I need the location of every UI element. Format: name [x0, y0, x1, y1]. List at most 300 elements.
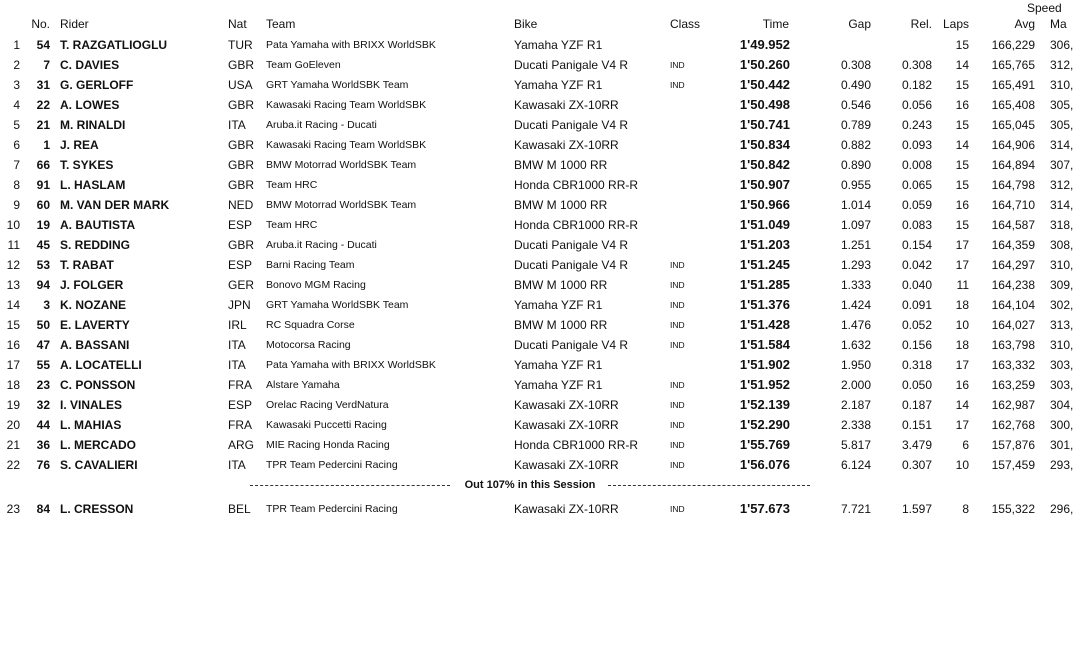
cell-class: IND: [670, 504, 685, 514]
cell-pos: 16: [6, 338, 20, 352]
cell-rel: 0.042: [901, 258, 932, 272]
cell-gap: 1.293: [840, 258, 871, 272]
table-row: [0, 155, 1080, 175]
cell-rider: L. MAHIAS: [60, 418, 122, 432]
cell-no: 55: [36, 358, 50, 372]
cell-time: 1'52.290: [739, 417, 790, 432]
cell-gap: 1.333: [840, 278, 871, 292]
cell-bike: Ducati Panigale V4 R: [514, 258, 629, 272]
cell-team: Bonovo MGM Racing: [266, 279, 366, 291]
cell-time: 1'52.139: [739, 397, 790, 412]
cell-bike: Yamaha YZF R1: [514, 298, 603, 312]
cell-team: GRT Yamaha WorldSBK Team: [266, 79, 409, 91]
cell-bike: Yamaha YZF R1: [514, 78, 603, 92]
cell-rider: S. CAVALIERI: [60, 458, 138, 472]
cell-pos: 7: [13, 158, 20, 172]
header-bike: Bike: [514, 17, 538, 31]
cell-laps: 16: [955, 98, 969, 112]
cell-nat: ITA: [228, 118, 246, 132]
table-header: [0, 14, 1080, 34]
cell-laps: 8: [962, 502, 969, 516]
cell-rider: C. PONSSON: [60, 378, 136, 392]
cell-laps: 16: [955, 378, 969, 392]
cell-rider: J. REA: [60, 138, 99, 152]
cell-gap: 0.789: [840, 118, 871, 132]
cell-nat: ITA: [228, 458, 246, 472]
cell-rel: 0.154: [901, 238, 932, 252]
table-row: [0, 499, 1080, 519]
cell-max: 305,: [1050, 98, 1074, 112]
cell-pos: 8: [13, 178, 20, 192]
cell-pos: 10: [6, 218, 20, 232]
cell-gap: 1.424: [840, 298, 871, 312]
cell-max: 310,: [1050, 338, 1074, 352]
table-row: [0, 335, 1080, 355]
cell-avg: 165,491: [991, 78, 1035, 92]
cell-avg: 163,259: [991, 378, 1035, 392]
cell-team: Motocorsa Racing: [266, 339, 351, 351]
table-row: [0, 275, 1080, 295]
cell-team: BMW Motorrad WorldSBK Team: [266, 159, 417, 171]
cell-team: TPR Team Pedercini Racing: [266, 459, 398, 471]
table-row: [0, 215, 1080, 235]
cell-rider: L. MERCADO: [60, 438, 136, 452]
cell-no: 44: [36, 418, 50, 432]
cell-avg: 155,322: [991, 502, 1035, 516]
cell-bike: BMW M 1000 RR: [514, 198, 608, 212]
cell-rel: 0.083: [901, 218, 932, 232]
cell-nat: ESP: [228, 218, 253, 232]
cell-nat: BEL: [228, 502, 251, 516]
cell-bike: Honda CBR1000 RR-R: [514, 178, 639, 192]
cell-class: IND: [670, 380, 685, 390]
cell-pos: 9: [13, 198, 20, 212]
cell-nat: GER: [228, 278, 255, 292]
table-row: [0, 135, 1080, 155]
cell-team: TPR Team Pedercini Racing: [266, 503, 398, 515]
header-speed-group: Speed: [1027, 1, 1062, 15]
cell-pos: 22: [6, 458, 20, 472]
cell-bike: Yamaha YZF R1: [514, 358, 603, 372]
cell-bike: Kawasaki ZX-10RR: [514, 418, 619, 432]
cell-class: IND: [670, 60, 685, 70]
table-row: [0, 175, 1080, 195]
cell-pos: 19: [6, 398, 20, 412]
cell-laps: 10: [955, 458, 969, 472]
cell-team: Aruba.it Racing - Ducati: [266, 119, 377, 131]
cell-max: 318,: [1050, 218, 1074, 232]
cell-class: IND: [670, 420, 685, 430]
cell-time: 1'49.952: [739, 37, 790, 52]
cell-rider: A. BAUTISTA: [60, 218, 136, 232]
cell-no: 45: [36, 238, 50, 252]
cell-max: 307,: [1050, 158, 1074, 172]
cell-team: Pata Yamaha with BRIXX WorldSBK: [266, 359, 436, 371]
cell-rel: 0.050: [901, 378, 932, 392]
cell-time: 1'50.498: [739, 97, 790, 112]
cell-pos: 18: [6, 378, 20, 392]
table-row: [0, 375, 1080, 395]
cell-laps: 17: [955, 238, 969, 252]
cell-gap: 7.721: [840, 502, 871, 516]
cell-time: 1'50.741: [739, 117, 790, 132]
cell-bike: Kawasaki ZX-10RR: [514, 398, 619, 412]
cell-gap: 1.251: [840, 238, 871, 252]
cell-avg: 164,798: [991, 178, 1035, 192]
header-rel: Rel.: [910, 17, 932, 31]
cell-max: 303,: [1050, 378, 1074, 392]
cell-pos: 3: [13, 78, 20, 92]
cell-rel: 0.308: [901, 58, 932, 72]
cell-laps: 17: [955, 258, 969, 272]
cell-laps: 16: [955, 198, 969, 212]
cell-max: 310,: [1050, 78, 1074, 92]
table-row: [0, 355, 1080, 375]
table-row: [0, 75, 1080, 95]
table-row: [0, 55, 1080, 75]
cell-gap: 1.950: [840, 358, 871, 372]
cell-bike: Ducati Panigale V4 R: [514, 118, 629, 132]
cell-no: 36: [36, 438, 50, 452]
cell-no: 54: [36, 38, 50, 52]
cell-rel: 0.052: [901, 318, 932, 332]
cell-no: 3: [43, 298, 50, 312]
cell-no: 66: [36, 158, 50, 172]
table-row: [0, 315, 1080, 335]
cell-bike: Kawasaki ZX-10RR: [514, 502, 619, 516]
cell-laps: 15: [955, 38, 969, 52]
cell-laps: 15: [955, 218, 969, 232]
cell-gap: 0.955: [840, 178, 871, 192]
cell-bike: BMW M 1000 RR: [514, 278, 608, 292]
cell-team: Pata Yamaha with BRIXX WorldSBK: [266, 39, 436, 51]
cell-gap: 0.882: [840, 138, 871, 152]
cell-no: 91: [36, 178, 50, 192]
cell-max: 293,: [1050, 458, 1074, 472]
cell-max: 313,: [1050, 318, 1074, 332]
cell-rel: 0.040: [901, 278, 932, 292]
cell-no: 19: [36, 218, 50, 232]
cell-nat: GBR: [228, 238, 255, 252]
cell-nat: GBR: [228, 178, 255, 192]
cell-gap: 1.632: [840, 338, 871, 352]
cell-team: Team GoEleven: [266, 59, 341, 71]
cell-bike: Ducati Panigale V4 R: [514, 58, 629, 72]
cell-rider: A. BASSANI: [60, 338, 130, 352]
separator-label: Out 107% in this Session: [459, 479, 602, 491]
cell-laps: 11: [956, 278, 969, 292]
cell-gap: 0.308: [840, 58, 871, 72]
cell-bike: Ducati Panigale V4 R: [514, 338, 629, 352]
cell-avg: 164,027: [991, 318, 1035, 332]
cell-laps: 17: [955, 358, 969, 372]
cell-time: 1'51.376: [739, 297, 790, 312]
cell-avg: 166,229: [991, 38, 1035, 52]
cell-rel: 0.243: [901, 118, 932, 132]
cell-max: 296,: [1050, 502, 1074, 516]
header-gap: Gap: [848, 17, 871, 31]
cell-laps: 15: [955, 78, 969, 92]
cell-rider: L. CRESSON: [60, 502, 134, 516]
cell-time: 1'51.245: [739, 257, 790, 272]
cell-nat: JPN: [228, 298, 251, 312]
cell-avg: 164,359: [991, 238, 1035, 252]
cell-nat: FRA: [228, 378, 252, 392]
cell-time: 1'51.049: [739, 217, 790, 232]
cell-gap: 6.124: [840, 458, 871, 472]
cell-rel: 0.093: [901, 138, 932, 152]
cell-pos: 12: [6, 258, 20, 272]
cell-pos: 15: [6, 318, 20, 332]
cell-max: 314,: [1050, 138, 1074, 152]
cell-rider: L. HASLAM: [60, 178, 126, 192]
cell-no: 47: [36, 338, 50, 352]
cell-team: Alstare Yamaha: [266, 379, 340, 391]
cell-team: Orelac Racing VerdNatura: [266, 399, 389, 411]
cell-laps: 15: [955, 178, 969, 192]
cell-team: Team HRC: [266, 179, 318, 191]
cell-avg: 163,332: [991, 358, 1035, 372]
cell-time: 1'50.442: [739, 77, 790, 92]
cell-bike: BMW M 1000 RR: [514, 318, 608, 332]
table-row: [0, 235, 1080, 255]
cell-laps: 10: [955, 318, 969, 332]
cell-pos: 20: [6, 418, 20, 432]
cell-laps: 14: [955, 138, 969, 152]
cell-pos: 13: [6, 278, 20, 292]
cell-rel: 0.307: [901, 458, 932, 472]
cell-gap: 1.014: [840, 198, 871, 212]
cell-bike: Honda CBR1000 RR-R: [514, 218, 639, 232]
cell-nat: GBR: [228, 138, 255, 152]
cell-nat: USA: [228, 78, 253, 92]
cell-no: 32: [36, 398, 50, 412]
cell-nat: IRL: [228, 318, 247, 332]
cell-team: BMW Motorrad WorldSBK Team: [266, 199, 417, 211]
cell-gap: 1.097: [840, 218, 871, 232]
cell-no: 22: [36, 98, 50, 112]
cell-team: RC Squadra Corse: [266, 319, 355, 331]
cell-nat: ITA: [228, 338, 246, 352]
cell-class: IND: [670, 320, 685, 330]
table-row: [0, 455, 1080, 475]
cell-team: Team HRC: [266, 219, 318, 231]
cell-time: 1'50.966: [739, 197, 790, 212]
cell-time: 1'51.285: [739, 277, 790, 292]
table-row: [0, 395, 1080, 415]
cell-max: 303,: [1050, 358, 1074, 372]
cell-avg: 164,104: [991, 298, 1035, 312]
cell-team: Kawasaki Racing Team WorldSBK: [266, 139, 427, 151]
cell-class: IND: [670, 440, 685, 450]
cell-laps: 15: [955, 158, 969, 172]
cell-pos: 6: [13, 138, 20, 152]
header-class: Class: [670, 17, 701, 31]
cell-avg: 164,587: [991, 218, 1035, 232]
cell-no: 84: [36, 502, 50, 516]
cell-avg: 157,459: [991, 458, 1035, 472]
cell-no: 94: [36, 278, 50, 292]
cell-rider: K. NOZANE: [60, 298, 126, 312]
cell-rel: 1.597: [901, 502, 932, 516]
cell-bike: Kawasaki ZX-10RR: [514, 98, 619, 112]
cell-avg: 165,045: [991, 118, 1035, 132]
header-no: No.: [31, 17, 50, 31]
cell-rider: C. DAVIES: [60, 58, 120, 72]
header-team: Team: [266, 17, 296, 31]
cell-no: 60: [36, 198, 50, 212]
cell-no: 50: [36, 318, 50, 332]
cell-gap: 5.817: [840, 438, 871, 452]
cell-max: 302,: [1050, 298, 1074, 312]
cell-class: IND: [670, 280, 685, 290]
cell-no: 1: [43, 138, 50, 152]
cell-class: IND: [670, 460, 685, 470]
cell-class: IND: [670, 80, 685, 90]
cell-max: 314,: [1050, 198, 1074, 212]
cell-gap: 2.187: [840, 398, 871, 412]
cell-max: 306,: [1050, 38, 1074, 52]
cell-team: Kawasaki Puccetti Racing: [266, 419, 387, 431]
header-avg: Avg: [1014, 17, 1035, 31]
cell-max: 301,: [1050, 438, 1074, 452]
cell-rel: 0.065: [901, 178, 932, 192]
cell-max: 304,: [1050, 398, 1074, 412]
cell-time: 1'50.834: [739, 137, 790, 152]
cell-time: 1'50.907: [739, 177, 790, 192]
cell-time: 1'51.902: [739, 357, 790, 372]
cell-rider: M. RINALDI: [60, 118, 126, 132]
cell-avg: 162,768: [991, 418, 1035, 432]
table-row: [0, 115, 1080, 135]
cell-time: 1'56.076: [739, 457, 790, 472]
cell-avg: 164,894: [991, 158, 1035, 172]
cell-max: 312,: [1050, 58, 1074, 72]
cell-max: 300,: [1050, 418, 1074, 432]
table-row: [0, 255, 1080, 275]
cell-rider: J. FOLGER: [60, 278, 124, 292]
out-107-separator: [250, 476, 810, 494]
cell-gap: 0.490: [840, 78, 871, 92]
cell-gap: 2.338: [840, 418, 871, 432]
header-rider: Rider: [60, 17, 89, 31]
cell-max: 305,: [1050, 118, 1074, 132]
cell-laps: 18: [955, 338, 969, 352]
table-row: [0, 95, 1080, 115]
cell-team: MIE Racing Honda Racing: [266, 439, 390, 451]
cell-pos: 4: [13, 98, 20, 112]
cell-no: 21: [36, 118, 50, 132]
cell-rider: T. SYKES: [60, 158, 114, 172]
cell-time: 1'51.428: [739, 317, 790, 332]
cell-nat: TUR: [228, 38, 253, 52]
table-row: [0, 415, 1080, 435]
cell-rider: T. RAZGATLIOGLU: [60, 38, 168, 52]
cell-rider: G. GERLOFF: [60, 78, 134, 92]
header-time: Time: [762, 17, 789, 31]
cell-rider: E. LAVERTY: [60, 318, 130, 332]
cell-nat: ARG: [228, 438, 255, 452]
cell-nat: ESP: [228, 258, 253, 272]
cell-rel: 3.479: [901, 438, 932, 452]
cell-rel: 0.091: [901, 298, 932, 312]
cell-max: 309,: [1050, 278, 1074, 292]
cell-bike: Honda CBR1000 RR-R: [514, 438, 639, 452]
cell-class: IND: [670, 400, 685, 410]
cell-bike: Yamaha YZF R1: [514, 378, 603, 392]
cell-no: 53: [36, 258, 50, 272]
cell-avg: 165,408: [991, 98, 1035, 112]
cell-pos: 1: [13, 38, 20, 52]
cell-gap: 0.546: [840, 98, 871, 112]
header-max: Ma: [1050, 17, 1067, 31]
cell-rider: T. RABAT: [60, 258, 114, 272]
cell-nat: GBR: [228, 98, 255, 112]
cell-avg: 164,710: [991, 198, 1035, 212]
cell-avg: 162,987: [991, 398, 1035, 412]
cell-max: 308,: [1050, 238, 1074, 252]
cell-nat: ESP: [228, 398, 253, 412]
cell-avg: 164,297: [991, 258, 1035, 272]
cell-rel: 0.182: [901, 78, 932, 92]
cell-team: Barni Racing Team: [266, 259, 355, 271]
cell-laps: 17: [955, 418, 969, 432]
cell-rel: 0.059: [901, 198, 932, 212]
cell-nat: GBR: [228, 158, 255, 172]
cell-rider: I. VINALES: [60, 398, 123, 412]
cell-rel: 0.156: [901, 338, 932, 352]
cell-rel: 0.151: [901, 418, 932, 432]
table-row: [0, 195, 1080, 215]
cell-time: 1'51.952: [739, 377, 790, 392]
cell-nat: ITA: [228, 358, 246, 372]
cell-rider: S. REDDING: [60, 238, 131, 252]
cell-time: 1'55.769: [739, 437, 790, 452]
cell-pos: 14: [6, 298, 20, 312]
cell-nat: GBR: [228, 58, 255, 72]
cell-no: 31: [36, 78, 50, 92]
cell-time: 1'57.673: [739, 501, 790, 516]
cell-rider: A. LOCATELLI: [60, 358, 142, 372]
cell-pos: 17: [6, 358, 20, 372]
cell-pos: 21: [6, 438, 20, 452]
cell-rel: 0.318: [901, 358, 932, 372]
cell-team: GRT Yamaha WorldSBK Team: [266, 299, 409, 311]
header-nat: Nat: [228, 17, 247, 31]
cell-max: 310,: [1050, 258, 1074, 272]
cell-laps: 6: [962, 438, 969, 452]
cell-pos: 23: [6, 502, 20, 516]
table-row: [0, 435, 1080, 455]
cell-rel: 0.008: [901, 158, 932, 172]
cell-rel: 0.056: [901, 98, 932, 112]
cell-team: Kawasaki Racing Team WorldSBK: [266, 99, 427, 111]
cell-no: 7: [43, 58, 50, 72]
cell-rel: 0.187: [901, 398, 932, 412]
cell-class: IND: [670, 260, 685, 270]
cell-time: 1'50.842: [739, 157, 790, 172]
cell-class: IND: [670, 300, 685, 310]
cell-bike: Kawasaki ZX-10RR: [514, 458, 619, 472]
cell-bike: Yamaha YZF R1: [514, 38, 603, 52]
cell-bike: Kawasaki ZX-10RR: [514, 138, 619, 152]
cell-laps: 14: [955, 58, 969, 72]
cell-laps: 18: [955, 298, 969, 312]
cell-gap: 2.000: [840, 378, 871, 392]
cell-avg: 163,798: [991, 338, 1035, 352]
cell-time: 1'51.203: [739, 237, 790, 252]
cell-avg: 157,876: [991, 438, 1035, 452]
